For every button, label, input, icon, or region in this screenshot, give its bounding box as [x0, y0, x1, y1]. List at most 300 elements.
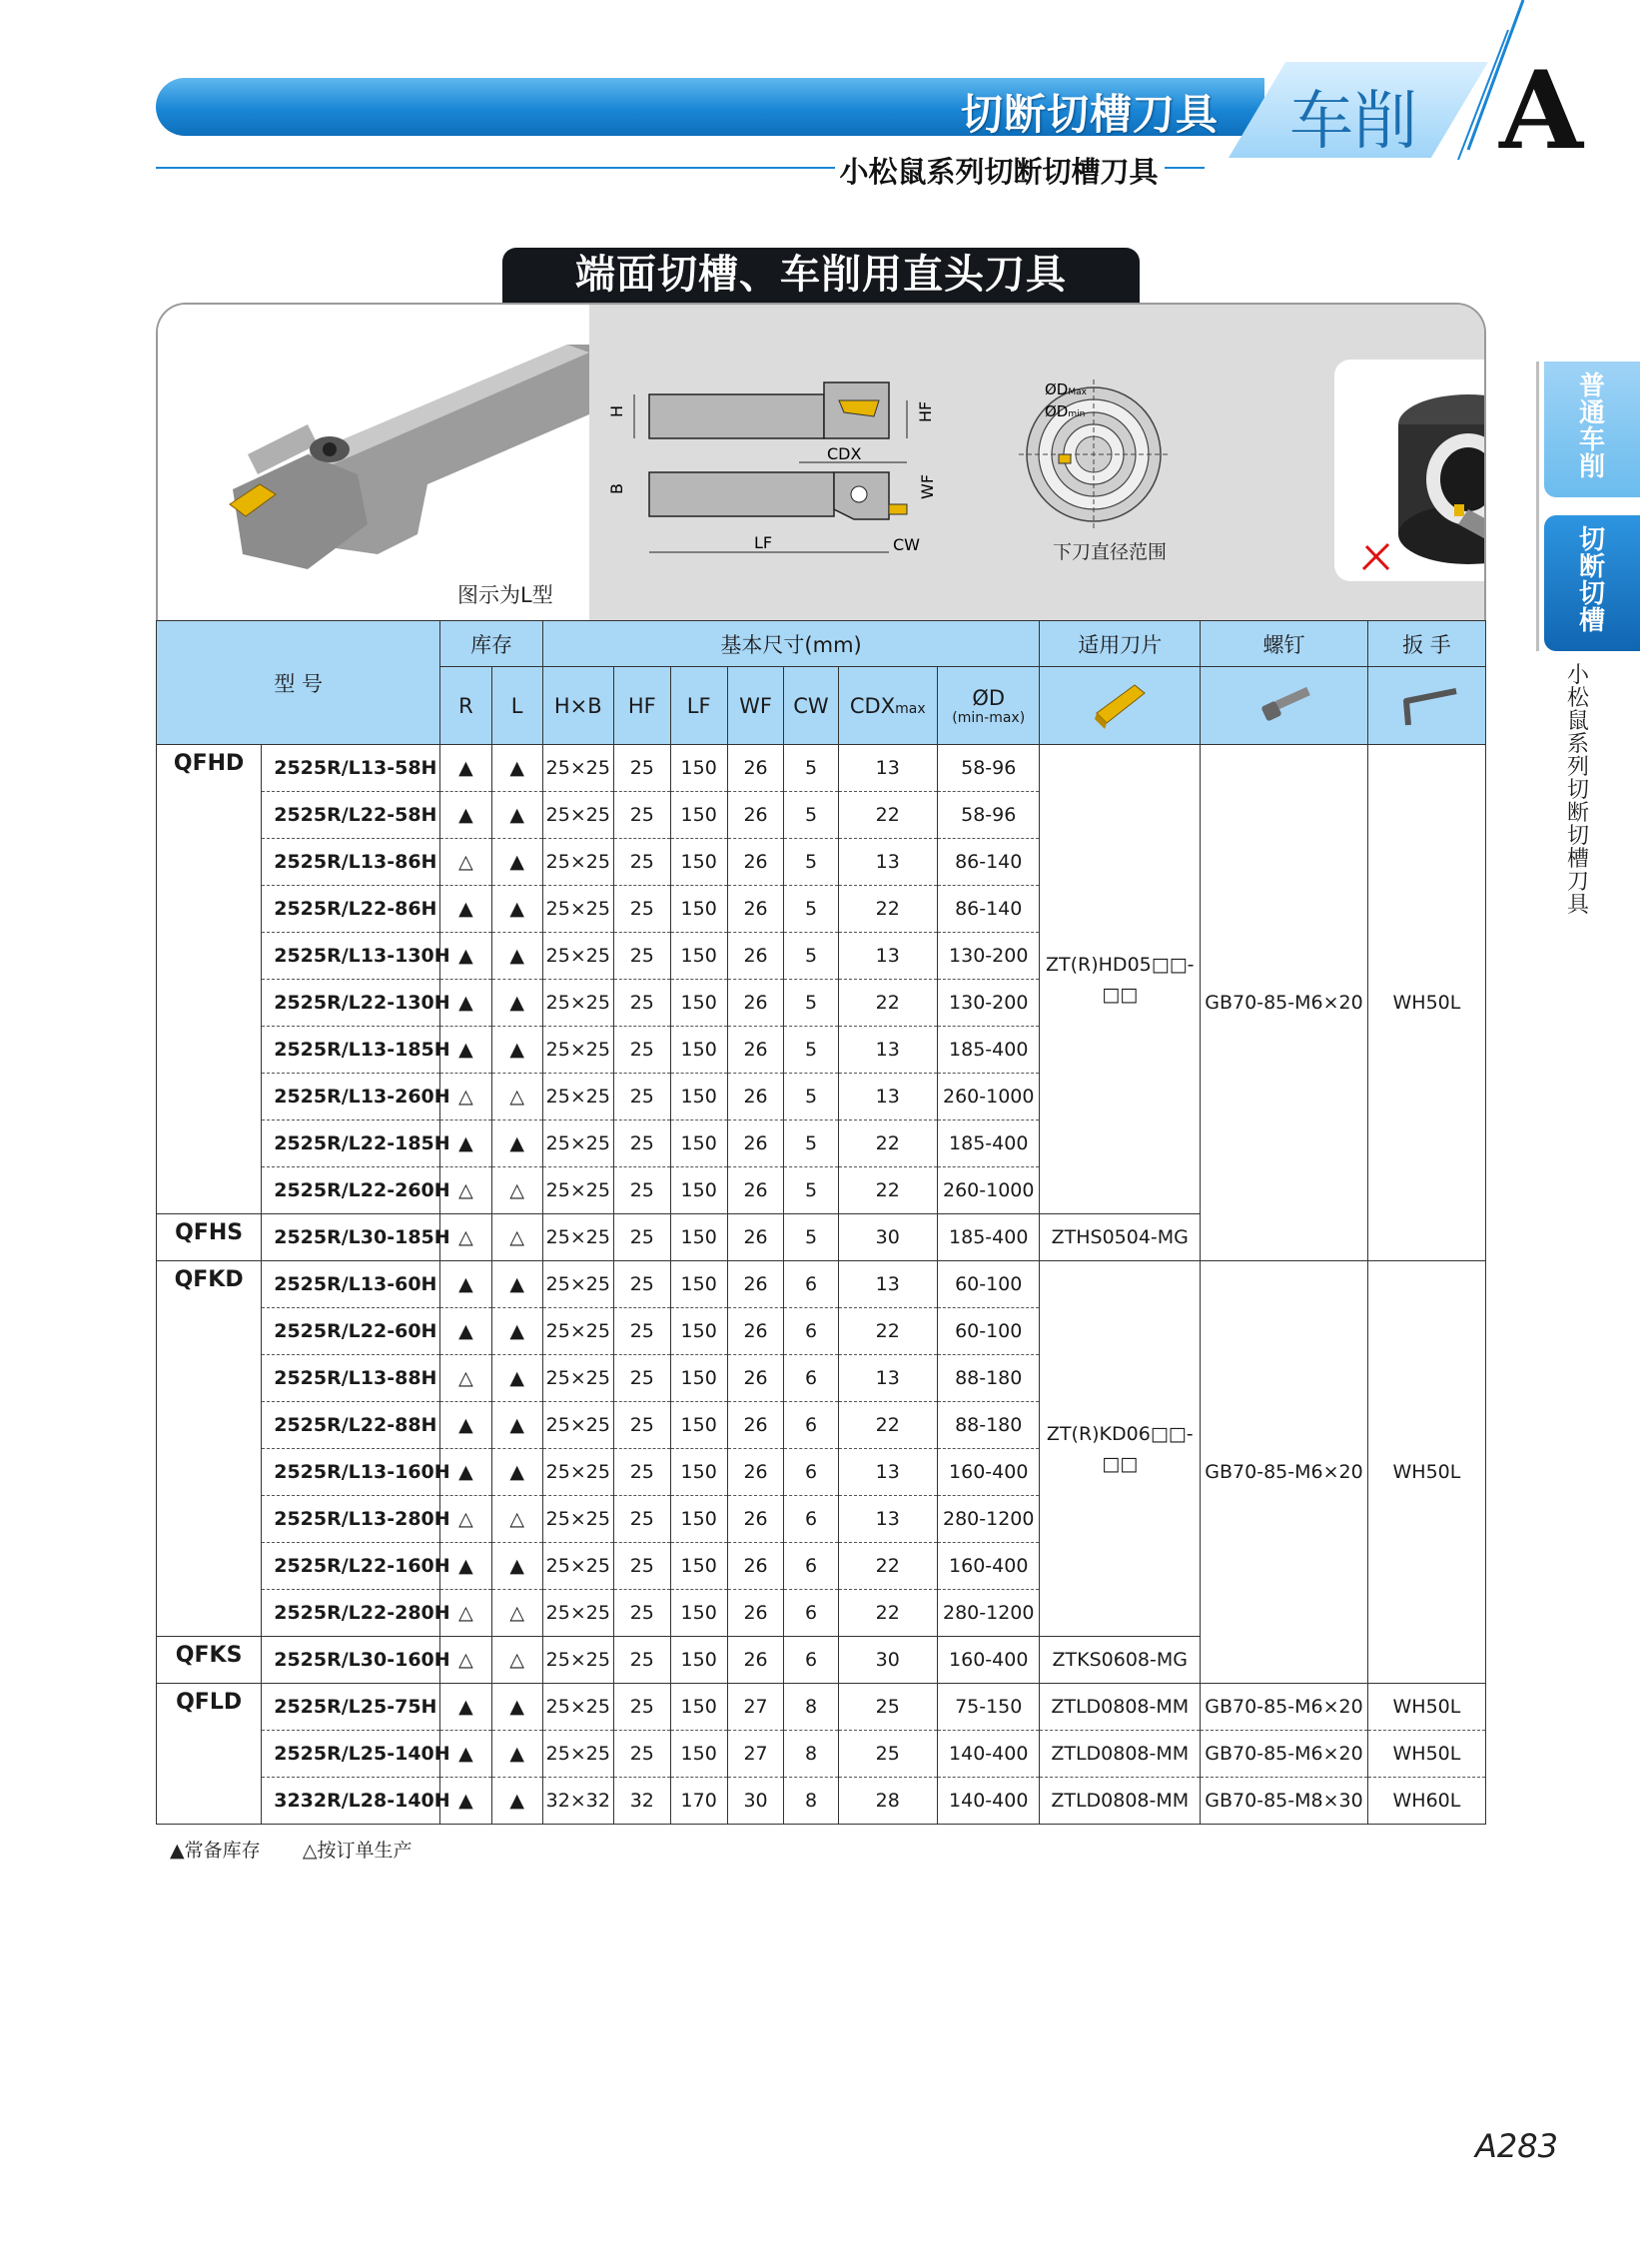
cell-cw: 5	[784, 1167, 838, 1214]
cell-hf: 25	[613, 980, 670, 1027]
section-banner: 端面切槽、车削用直头刀具	[502, 248, 1140, 303]
cell-cdx: 13	[838, 839, 938, 886]
cell-od: 160-400	[938, 1449, 1040, 1496]
cell-hf: 25	[613, 1684, 670, 1731]
cell-od: 88-180	[938, 1355, 1040, 1402]
cell-lf: 150	[670, 980, 727, 1027]
legend-order: △按订单生产	[302, 1840, 413, 1862]
cell-lf: 150	[670, 886, 727, 933]
cell-hxb: 25×25	[542, 1214, 613, 1261]
tool-3d-figure	[158, 305, 589, 620]
model-cell: 2525R/L13-60H	[262, 1261, 440, 1308]
wrench-icon	[1367, 667, 1485, 745]
cell-insert: ZTLD0808-MM	[1040, 1778, 1201, 1825]
model-cell: 2525R/L22-130H	[262, 980, 440, 1027]
cell-hf: 25	[613, 1590, 670, 1637]
cell-wf: 26	[727, 1496, 784, 1543]
cell-hf: 25	[613, 1731, 670, 1778]
cell-lf: 150	[670, 1027, 727, 1074]
cell-hxb: 25×25	[542, 745, 613, 792]
model-cell: 2525R/L13-160H	[262, 1449, 440, 1496]
cell-insert: ZTHS0504-MG	[1040, 1214, 1201, 1261]
header-title: 切断切槽刀具	[960, 90, 1219, 139]
series-label: QFKS	[157, 1637, 262, 1684]
cell-hxb: 25×25	[542, 1496, 613, 1543]
cell-wf: 26	[727, 1637, 784, 1684]
cell-cw: 6	[784, 1590, 838, 1637]
cell-od: 140-400	[938, 1778, 1040, 1825]
cell-stock-L: △	[491, 1496, 542, 1543]
cell-hxb: 25×25	[542, 886, 613, 933]
cell-cw: 6	[784, 1449, 838, 1496]
th-OD	[938, 667, 1040, 745]
cell-hxb: 25×25	[542, 1590, 613, 1637]
cell-hxb: 25×25	[542, 1684, 613, 1731]
cell-wf: 26	[727, 792, 784, 839]
cell-stock-R: ▲	[440, 1308, 491, 1355]
cell-hxb: 25×25	[542, 1074, 613, 1120]
side-tab-general-turning[interactable]	[1544, 362, 1640, 497]
cell-od: 86-140	[938, 839, 1040, 886]
cell-cw: 6	[784, 1637, 838, 1684]
th-dims: 基本尺寸(mm)	[542, 621, 1040, 667]
cell-wf: 30	[727, 1778, 784, 1825]
header-section: 车削	[1289, 85, 1417, 159]
cell-hxb: 25×25	[542, 1402, 613, 1449]
side-tab-label: 切 断 切 槽	[1578, 525, 1605, 636]
cell-cdx: 13	[838, 1355, 938, 1402]
cell-lf: 150	[670, 1637, 727, 1684]
cell-lf: 150	[670, 1684, 727, 1731]
cell-stock-L: ▲	[491, 1355, 542, 1402]
cell-stock-R: ▲	[440, 1402, 491, 1449]
cell-wf: 26	[727, 1027, 784, 1074]
dim-CW: CW	[893, 535, 920, 554]
model-cell: 2525R/L22-185H	[262, 1120, 440, 1167]
cell-hxb: 25×25	[542, 1120, 613, 1167]
cell-stock-R: △	[440, 839, 491, 886]
cell-cdx: 30	[838, 1214, 938, 1261]
model-cell: 2525R/L30-160H	[262, 1637, 440, 1684]
model-cell: 2525R/L22-86H	[262, 886, 440, 933]
cell-hf: 25	[613, 933, 670, 980]
th-HF: HF	[613, 667, 670, 745]
model-cell: 2525R/L13-130H	[262, 933, 440, 980]
cell-hxb: 25×25	[542, 933, 613, 980]
cell-wf: 26	[727, 933, 784, 980]
dimension-diagram	[589, 305, 1486, 620]
cell-screw: GB70-85-M6×20	[1201, 1261, 1368, 1684]
cell-od: 86-140	[938, 886, 1040, 933]
cell-stock-L: ▲	[491, 1778, 542, 1825]
cell-stock-L: ▲	[491, 839, 542, 886]
cell-cdx: 28	[838, 1778, 938, 1825]
cell-hf: 25	[613, 1402, 670, 1449]
cell-od: 260-1000	[938, 1167, 1040, 1214]
cell-hf: 25	[613, 1449, 670, 1496]
cell-wf: 26	[727, 1543, 784, 1590]
dimension-drawing	[589, 305, 1486, 620]
cell-od: 75-150	[938, 1684, 1040, 1731]
th-model: 型 号	[157, 621, 440, 745]
cell-lf: 150	[670, 1120, 727, 1167]
th-insert: 适用刀片	[1040, 621, 1201, 667]
cell-hf: 25	[613, 1027, 670, 1074]
cell-stock-R: △	[440, 1074, 491, 1120]
cell-cdx: 13	[838, 1074, 938, 1120]
cell-cw: 6	[784, 1308, 838, 1355]
page-number: A283	[1475, 2127, 1558, 2165]
cell-stock-R: ▲	[440, 886, 491, 933]
cell-od: 58-96	[938, 792, 1040, 839]
cell-cdx: 13	[838, 745, 938, 792]
cell-lf: 150	[670, 1167, 727, 1214]
cell-stock-L: △	[491, 1637, 542, 1684]
cell-hf: 25	[613, 792, 670, 839]
model-cell: 2525R/L22-280H	[262, 1590, 440, 1637]
legend-stock: ▲常备库存	[170, 1840, 261, 1862]
side-tab-label: 普 通 车 削	[1578, 372, 1605, 482]
model-cell: 2525R/L30-185H	[262, 1214, 440, 1261]
model-cell: 2525R/L22-160H	[262, 1543, 440, 1590]
cell-lf: 150	[670, 1261, 727, 1308]
table-row	[157, 1731, 1486, 1778]
cell-stock-R: △	[440, 1355, 491, 1402]
cell-hf: 25	[613, 1308, 670, 1355]
cell-stock-R: ▲	[440, 1027, 491, 1074]
cell-screw: GB70-85-M6×20	[1201, 745, 1368, 1261]
cell-cdx: 22	[838, 980, 938, 1027]
cell-hf: 25	[613, 745, 670, 792]
cell-wrench: WH50L	[1367, 1261, 1485, 1684]
cell-stock-L: ▲	[491, 1731, 542, 1778]
cell-lf: 150	[670, 1496, 727, 1543]
cell-od: 260-1000	[938, 1074, 1040, 1120]
cell-cw: 5	[784, 792, 838, 839]
cell-hxb: 25×25	[542, 1637, 613, 1684]
model-cell: 2525R/L13-260H	[262, 1074, 440, 1120]
cell-cw: 5	[784, 1120, 838, 1167]
model-cell: 2525R/L22-58H	[262, 792, 440, 839]
cell-od: 280-1200	[938, 1590, 1040, 1637]
cell-od: 140-400	[938, 1731, 1040, 1778]
cell-hxb: 25×25	[542, 1167, 613, 1214]
cell-insert: ZT(R)KD06□□-□□	[1040, 1261, 1201, 1637]
cell-stock-L: ▲	[491, 1027, 542, 1074]
cell-stock-R: ▲	[440, 1684, 491, 1731]
cell-wf: 26	[727, 1449, 784, 1496]
cell-stock-R: △	[440, 1637, 491, 1684]
cell-cdx: 22	[838, 886, 938, 933]
cell-hxb: 25×25	[542, 1449, 613, 1496]
cell-cdx: 22	[838, 792, 938, 839]
cell-od: 130-200	[938, 933, 1040, 980]
th-OD-sub: (min-max)	[952, 709, 1026, 726]
cell-wf: 26	[727, 886, 784, 933]
cell-lf: 150	[670, 1402, 727, 1449]
cell-cw: 5	[784, 1027, 838, 1074]
insert-icon	[1040, 667, 1201, 745]
cell-wf: 26	[727, 1261, 784, 1308]
chapter-letter: A	[1499, 48, 1583, 174]
side-tab-rule	[1536, 362, 1539, 651]
th-R: R	[440, 667, 491, 745]
cell-hf: 32	[613, 1778, 670, 1825]
cell-cdx: 30	[838, 1637, 938, 1684]
cell-hf: 25	[613, 1496, 670, 1543]
cell-cdx: 13	[838, 1449, 938, 1496]
dim-dmax: ØDMax	[1045, 380, 1087, 398]
cell-wf: 26	[727, 980, 784, 1027]
cell-lf: 150	[670, 745, 727, 792]
cell-lf: 150	[670, 1214, 727, 1261]
cell-od: 130-200	[938, 980, 1040, 1027]
cell-od: 60-100	[938, 1261, 1040, 1308]
cell-lf: 150	[670, 839, 727, 886]
model-cell: 2525R/L13-185H	[262, 1027, 440, 1074]
cell-wrench: WH60L	[1367, 1778, 1485, 1825]
cell-hxb: 25×25	[542, 839, 613, 886]
cell-cw: 5	[784, 1214, 838, 1261]
cell-stock-R: ▲	[440, 1543, 491, 1590]
cell-stock-R: ▲	[440, 745, 491, 792]
cell-wf: 26	[727, 1167, 784, 1214]
cell-od: 160-400	[938, 1637, 1040, 1684]
model-cell: 2525R/L13-88H	[262, 1355, 440, 1402]
th-CDX	[838, 667, 938, 745]
cell-cdx: 13	[838, 1496, 938, 1543]
cell-od: 58-96	[938, 745, 1040, 792]
cell-cw: 8	[784, 1684, 838, 1731]
table-row	[157, 1684, 1486, 1731]
cell-stock-L: △	[491, 1167, 542, 1214]
cell-hf: 25	[613, 1120, 670, 1167]
cell-lf: 150	[670, 792, 727, 839]
cell-cdx: 13	[838, 1027, 938, 1074]
model-cell: 2525R/L22-260H	[262, 1167, 440, 1214]
cell-hxb: 25×25	[542, 1308, 613, 1355]
cell-od: 185-400	[938, 1214, 1040, 1261]
cell-stock-L: ▲	[491, 1261, 542, 1308]
dim-WF: WF	[918, 473, 937, 499]
spec-table-body	[157, 745, 1486, 1825]
cell-wf: 26	[727, 745, 784, 792]
cell-hxb: 25×25	[542, 1027, 613, 1074]
cell-stock-L: ▲	[491, 1308, 542, 1355]
cell-insert: ZT(R)HD05□□-□□	[1040, 745, 1201, 1214]
subtitle-rule-left	[156, 167, 835, 169]
cell-cdx: 25	[838, 1684, 938, 1731]
th-CDX-label: CDX	[849, 693, 896, 718]
series-label: QFHS	[157, 1214, 262, 1261]
model-cell: 2525R/L13-58H	[262, 745, 440, 792]
cell-wf: 26	[727, 1590, 784, 1637]
cell-cdx: 13	[838, 1261, 938, 1308]
cell-stock-R: △	[440, 1496, 491, 1543]
cell-stock-R: ▲	[440, 1731, 491, 1778]
model-cell: 2525R/L25-75H	[262, 1684, 440, 1731]
cell-cw: 5	[784, 933, 838, 980]
cell-wf: 26	[727, 1120, 784, 1167]
cell-stock-R: △	[440, 1167, 491, 1214]
cell-cw: 5	[784, 1074, 838, 1120]
cell-wf: 27	[727, 1684, 784, 1731]
cell-insert: ZTLD0808-MM	[1040, 1731, 1201, 1778]
dim-H: H	[607, 404, 626, 417]
cell-hxb: 25×25	[542, 1543, 613, 1590]
dim-dmin: ØDmin	[1045, 402, 1086, 420]
th-wrench: 扳 手	[1367, 621, 1485, 667]
model-cell: 2525R/L25-140H	[262, 1731, 440, 1778]
dim-CDX: CDX	[827, 444, 862, 463]
cell-stock-L: ▲	[491, 745, 542, 792]
cell-hxb: 25×25	[542, 1261, 613, 1308]
th-screw: 螺钉	[1201, 621, 1368, 667]
cell-hxb: 25×25	[542, 1355, 613, 1402]
cell-cdx: 22	[838, 1402, 938, 1449]
cell-lf: 150	[670, 1308, 727, 1355]
cell-od: 185-400	[938, 1027, 1040, 1074]
cell-wf: 26	[727, 1074, 784, 1120]
cell-cw: 8	[784, 1731, 838, 1778]
cell-wrench: WH50L	[1367, 745, 1485, 1261]
cell-hf: 25	[613, 1074, 670, 1120]
cell-cw: 5	[784, 745, 838, 792]
cell-cdx: 22	[838, 1308, 938, 1355]
cell-cw: 5	[784, 886, 838, 933]
model-cell: 2525R/L22-60H	[262, 1308, 440, 1355]
cell-stock-R: ▲	[440, 933, 491, 980]
cell-stock-R: △	[440, 1214, 491, 1261]
table-row	[157, 745, 1486, 792]
side-tab-grooving[interactable]	[1544, 515, 1640, 651]
th-WF: WF	[727, 667, 784, 745]
cell-stock-L: △	[491, 1074, 542, 1120]
dim-LF: LF	[754, 533, 773, 552]
cell-od: 88-180	[938, 1402, 1040, 1449]
header-subtitle: 小松鼠系列切断切槽刀具	[839, 155, 1159, 189]
th-LF: LF	[670, 667, 727, 745]
cell-cw: 6	[784, 1496, 838, 1543]
cell-insert: ZTLD0808-MM	[1040, 1684, 1201, 1731]
cell-cw: 6	[784, 1402, 838, 1449]
series-label: QFLD	[157, 1684, 262, 1825]
cell-stock-R: ▲	[440, 1120, 491, 1167]
cell-wf: 26	[727, 839, 784, 886]
figure-caption: 图示为L型	[457, 583, 553, 607]
cell-stock-L: ▲	[491, 1543, 542, 1590]
cell-cdx: 22	[838, 1120, 938, 1167]
cell-cdx: 22	[838, 1167, 938, 1214]
cell-hf: 25	[613, 886, 670, 933]
cell-lf: 150	[670, 1590, 727, 1637]
cell-screw: GB70-85-M8×30	[1201, 1778, 1368, 1825]
cell-cw: 6	[784, 1543, 838, 1590]
cell-wf: 26	[727, 1402, 784, 1449]
cell-hxb: 25×25	[542, 792, 613, 839]
cell-wf: 26	[727, 1355, 784, 1402]
cell-hf: 25	[613, 1637, 670, 1684]
cell-screw: GB70-85-M6×20	[1201, 1684, 1368, 1731]
cell-stock-R: ▲	[440, 1449, 491, 1496]
cell-cdx: 22	[838, 1543, 938, 1590]
cell-od: 60-100	[938, 1308, 1040, 1355]
model-cell: 3232R/L28-140H	[262, 1778, 440, 1825]
cell-hf: 25	[613, 1167, 670, 1214]
cell-lf: 150	[670, 1449, 727, 1496]
th-L: L	[491, 667, 542, 745]
series-label: QFHD	[157, 745, 262, 1214]
cell-od: 280-1200	[938, 1496, 1040, 1543]
cell-wf: 26	[727, 1214, 784, 1261]
cell-hxb: 32×32	[542, 1778, 613, 1825]
cell-lf: 150	[670, 1355, 727, 1402]
cell-lf: 150	[670, 1731, 727, 1778]
model-cell: 2525R/L13-280H	[262, 1496, 440, 1543]
screw-icon	[1201, 667, 1368, 745]
tool-holder-illustration	[158, 305, 589, 620]
cell-hxb: 25×25	[542, 1731, 613, 1778]
cell-hf: 25	[613, 1214, 670, 1261]
model-cell: 2525R/L22-88H	[262, 1402, 440, 1449]
cell-stock-R: △	[440, 1590, 491, 1637]
diameter-range-label: 下刀直径范围	[1052, 541, 1167, 563]
cell-od: 185-400	[938, 1120, 1040, 1167]
cell-stock-L: △	[491, 1214, 542, 1261]
cell-insert: ZTKS0608-MG	[1040, 1637, 1201, 1684]
table-row	[157, 1261, 1486, 1308]
dim-B: B	[607, 483, 626, 494]
cell-stock-L: ▲	[491, 792, 542, 839]
figure-panel	[156, 303, 1486, 620]
cell-lf: 170	[670, 1778, 727, 1825]
cell-cdx: 13	[838, 933, 938, 980]
cell-cw: 6	[784, 1261, 838, 1308]
cell-lf: 150	[670, 1543, 727, 1590]
cell-hxb: 25×25	[542, 980, 613, 1027]
th-OD-label: ØD	[972, 685, 1006, 710]
cell-lf: 150	[670, 1074, 727, 1120]
cell-screw: GB70-85-M6×20	[1201, 1731, 1368, 1778]
model-cell: 2525R/L13-86H	[262, 839, 440, 886]
cell-wf: 27	[727, 1731, 784, 1778]
cell-stock-L: ▲	[491, 1449, 542, 1496]
cell-cw: 8	[784, 1778, 838, 1825]
series-label: QFKD	[157, 1261, 262, 1637]
cell-hf: 25	[613, 1355, 670, 1402]
cell-cw: 5	[784, 980, 838, 1027]
cell-stock-R: ▲	[440, 1261, 491, 1308]
cell-stock-L: ▲	[491, 1402, 542, 1449]
dim-HF: HF	[916, 400, 935, 422]
cell-cdx: 25	[838, 1731, 938, 1778]
th-stock: 库存	[440, 621, 542, 667]
cell-lf: 150	[670, 933, 727, 980]
cell-wrench: WH50L	[1367, 1731, 1485, 1778]
cell-wf: 26	[727, 1308, 784, 1355]
cell-wrench: WH50L	[1367, 1684, 1485, 1731]
cell-cw: 5	[784, 839, 838, 886]
cell-stock-R: ▲	[440, 792, 491, 839]
subtitle-rule-right	[1165, 167, 1205, 169]
side-vertical-text: 小 松 鼠 系 列 切 断 切 槽 刀 具	[1566, 663, 1589, 918]
legend	[170, 1836, 569, 1864]
cell-stock-L: ▲	[491, 980, 542, 1027]
cell-stock-R: ▲	[440, 1778, 491, 1825]
cell-stock-L: ▲	[491, 933, 542, 980]
cell-od: 160-400	[938, 1543, 1040, 1590]
table-row	[157, 1778, 1486, 1825]
